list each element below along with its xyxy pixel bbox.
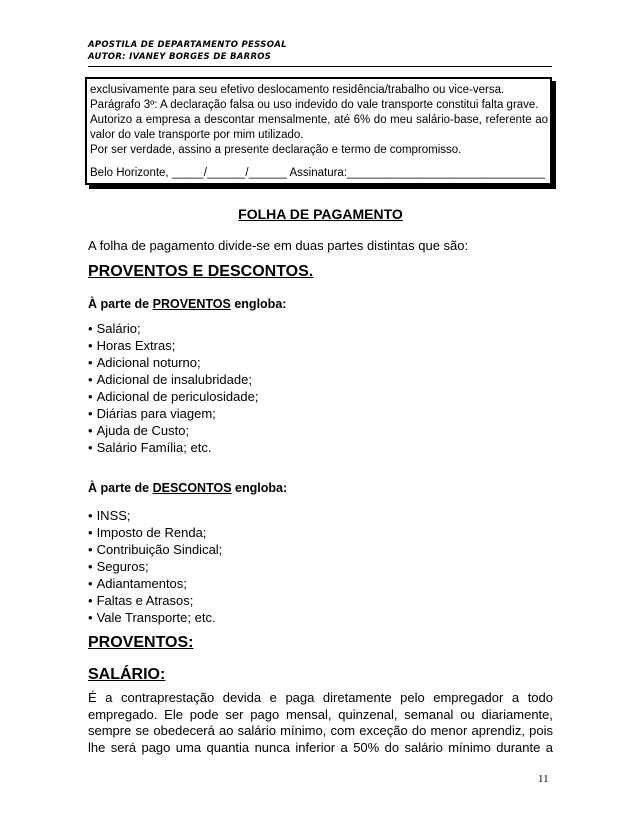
running-header [88, 39, 287, 63]
header-author: AUTOR: IVANEY BORGES DE BARROS [88, 52, 272, 62]
signature-line: Belo Horizonte, _____/______/______ Assinatura:_______________________________ [90, 167, 546, 179]
proventos-list [88, 320, 258, 456]
list-item: • Adicional de insalubridade; [88, 371, 258, 388]
list-item: • Seguros; [88, 558, 222, 575]
descontos-keyword: DESCONTOS [152, 481, 232, 495]
declaration-line: Autorizo a empresa a descontar mensalmente, até 6% do meu salário-base, referente ao [90, 114, 548, 126]
proventos-subheading: À parte de PROVENTOS engloba: [88, 297, 287, 311]
list-item: • Adicional noturno; [88, 354, 258, 371]
paragraph-line: lhe será pago uma quantia nunca inferior a 50% do salário mínimo durante a [88, 739, 553, 755]
list-item: • Diárias para viagem; [88, 405, 258, 422]
page-number: 11 [538, 773, 549, 785]
list-item: • Salário Família; etc. [88, 439, 258, 456]
section-heading-proventos: PROVENTOS: [88, 634, 194, 651]
list-item: • Salário; [88, 320, 258, 337]
declaration-line: Por ser verdade, assino a presente declaração e termo de compromisso. [90, 144, 462, 156]
proventos-keyword: PROVENTOS [152, 297, 231, 311]
section-heading-salario: SALÁRIO: [88, 666, 166, 683]
declaration-box [85, 77, 552, 185]
header-course-title: APOSTILA DE DEPARTAMENTO PESSOAL [88, 40, 287, 50]
list-item: • Adiantamentos; [88, 575, 222, 592]
header-divider [88, 66, 552, 67]
list-item: • Imposto de Renda; [88, 524, 222, 541]
declaration-line: exclusivamente para seu efetivo deslocamento residência/trabalho ou vice-versa. [90, 84, 505, 96]
paragraph-line: É a contraprestação devida e paga diretamente pelo empregador a todo [88, 690, 553, 705]
section-heading-proventos-descontos: PROVENTOS E DESCONTOS. [88, 263, 314, 280]
paragraph-line: sempre se obedecerá ao salário mínimo, com exceção do menor aprendiz, pois [88, 723, 553, 738]
paragraph-line: empregado. Ele pode ser pago mensal, quinzenal, semanal ou diariamente, [88, 706, 553, 722]
list-item: • Horas Extras; [88, 337, 258, 354]
list-item: • Ajuda de Custo; [88, 422, 258, 439]
list-item: • INSS; [88, 507, 222, 524]
list-item: • Vale Transporte; etc. [88, 609, 222, 626]
declaration-line: valor do vale transporte por mim utilizado. [90, 129, 304, 141]
declaration-line: Parágrafo 3º: A declaração falsa ou uso indevido do vale transporte constitui falta grave. [90, 99, 539, 111]
intro-text: A folha de pagamento divide-se em duas partes distintas que são: [88, 238, 469, 253]
list-item: • Adicional de periculosidade; [88, 388, 258, 405]
descontos-subheading: À parte de DESCONTOS engloba: [88, 481, 288, 495]
list-item: • Contribuição Sindical; [88, 541, 222, 558]
list-item: • Faltas e Atrasos; [88, 592, 222, 609]
salario-paragraph [88, 690, 553, 756]
page-title: FOLHA DE PAGAMENTO [238, 206, 403, 222]
descontos-list [88, 507, 222, 626]
